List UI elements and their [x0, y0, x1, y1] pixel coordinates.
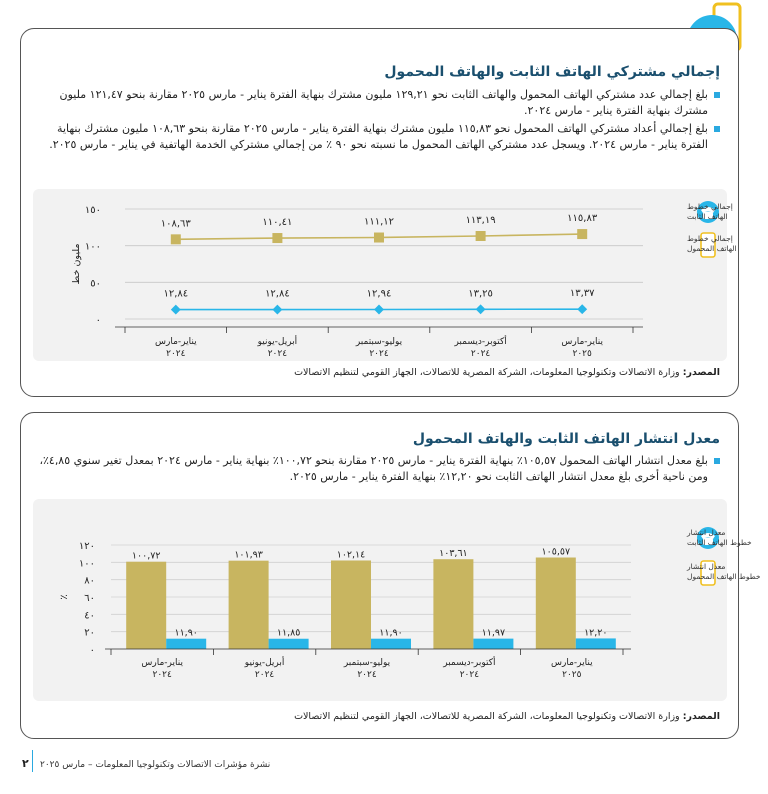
y-axis-label: مليون خط — [71, 243, 82, 285]
y-tick-label: ٠ — [89, 645, 95, 656]
x-tick-label: يناير-مارس — [155, 337, 197, 347]
x-tick-year: ٢٠٢٤ — [166, 349, 186, 359]
line-chart-panel — [33, 189, 737, 361]
data-label: ١٣,٣٧ — [569, 288, 595, 300]
data-label: ١٠٥,٥٧ — [541, 546, 571, 558]
source-text: وزارة الاتصالات وتكنولوجيا المعلومات، الشركة المصرية للاتصالات، الجهاز القومي لتنظيم الاتصالات — [294, 711, 680, 722]
y-tick-label: ٠ — [95, 315, 101, 326]
legend-line: إجمالي خطوط — [687, 234, 733, 243]
x-tick-label: أبريل-يونيو — [257, 337, 298, 347]
y-tick-label: ٥٠ — [90, 278, 101, 290]
bar — [576, 638, 616, 649]
data-label: ١٢,٨٤ — [265, 288, 290, 300]
x-tick-year: ٢٠٢٤ — [369, 349, 389, 359]
data-label: ١٠٣,٦١ — [439, 548, 468, 560]
data-label: ١٢,٢٠ — [584, 627, 608, 639]
x-tick-label: يناير-مارس — [141, 658, 183, 668]
bullet-item: بلغ معدل انتشار الهاتف المحمول ١٠٥,٥٧٪ بنهاية الفترة يناير - مارس ٢٠٢٥ مقارنة بنحو ١٠٠,٧٢٪ بنهاية يناير - مارس ٢٠٢٤ بمعدل تغير سنوي ٤,٨٥٪، ومن ناحية أخرى بلغ معدل انتشار الهاتف الثابت نحو ١٢,٢٠٪ بنهاية الفترة يناير - مارس ٢٠٢٥. — [31, 453, 720, 484]
bar — [269, 639, 309, 649]
data-point — [272, 233, 282, 243]
data-point — [476, 231, 486, 241]
y-tick-label: ١٥٠ — [84, 205, 101, 216]
y-tick-label: ٦٠ — [84, 593, 95, 604]
subscribers-card — [20, 28, 739, 397]
data-label: ١٠٨,٦٣ — [160, 218, 191, 230]
penetration-card — [20, 412, 761, 739]
data-label: ١١,٩٠ — [379, 627, 403, 639]
data-point — [272, 305, 282, 315]
bullet-list — [31, 453, 720, 487]
section-title: معدل انتشار الهاتف الثابت والهاتف المحمول — [412, 431, 720, 447]
x-tick-label: يناير-مارس — [551, 658, 593, 668]
source-text: وزارة الاتصالات وتكنولوجيا المعلومات، الشركة المصرية للاتصالات، الجهاز القومي لتنظيم الاتصالات — [294, 367, 680, 378]
bar — [433, 559, 473, 649]
bullet-item: بلغ إجمالي عدد مشتركي الهاتف المحمول والهاتف الثابت نحو ١٢٩,٢١ مليون مشترك بنهاية الفترة يناير - مارس ٢٠٢٥ مقارنة بنحو ١٢١,٤٧ مليون مشترك بنهاية الفترة يناير - مارس ٢٠٢٤. — [31, 87, 720, 118]
y-tick-label: ١٠٠ — [78, 558, 95, 570]
x-tick-label: أكتوبر-ديسمبر — [443, 658, 496, 668]
x-tick-year: ٢٠٢٥ — [572, 349, 592, 359]
x-tick-label: يوليو-سبتمبر — [355, 337, 403, 347]
legend-line: خطوط الهاتف الثابت — [687, 538, 752, 547]
y-tick-label: ٢٠ — [84, 627, 95, 639]
bar — [536, 558, 576, 649]
subscribers-line-chart — [33, 189, 737, 361]
bullet-item: بلغ إجمالي أعداد مشتركي الهاتف المحمول نحو ١١٥,٨٣ مليون مشترك بنهاية الفترة يناير - مارس ٢٠٢٥ مقارنة بنحو ١٠٨,٦٣ مليون مشترك بنهاية الفترة يناير - مارس ٢٠٢٤. ويسجل عدد مشتركي الهاتف المحمول ما نسبته نحو ٩٠ ٪ من إجمالي مشتركي الخدمة الهاتفية في يناير - مارس ٢٠٢٥. — [31, 121, 720, 152]
legend-line: معدل انتشار — [687, 528, 726, 537]
bar — [229, 561, 269, 649]
bar — [166, 639, 206, 649]
source-note — [294, 367, 720, 378]
footer-divider — [32, 750, 33, 772]
data-point — [577, 304, 587, 314]
data-label: ١٣,٢٥ — [468, 288, 493, 300]
data-label: ١١٥,٨٣ — [567, 213, 598, 225]
legend-line: الهاتف الثابت — [687, 212, 728, 221]
legend-entry — [687, 202, 733, 221]
bar — [473, 639, 513, 649]
x-tick-label: أبريل-يونيو — [244, 658, 285, 668]
bar — [331, 560, 371, 649]
y-axis-label: ٪ — [59, 594, 70, 600]
y-tick-label: ١٢٠ — [78, 541, 95, 552]
y-tick-label: ٤٠ — [84, 610, 95, 622]
x-tick-year: ٢٠٢٤ — [254, 670, 275, 680]
x-tick-year: ٢٠٢٤ — [152, 670, 172, 680]
legend-line: إجمالي خطوط — [687, 202, 733, 211]
data-label: ١١٣,١٩ — [465, 214, 496, 226]
data-point — [374, 233, 384, 243]
x-tick-label: يناير-مارس — [561, 337, 603, 347]
data-label: ١١,٩٧ — [481, 627, 506, 639]
data-label: ١٠١,٩٣ — [234, 549, 263, 561]
bar — [126, 562, 166, 649]
section-title: إجمالي مشتركي الهاتف الثابت والهاتف المحمول — [384, 64, 720, 80]
x-tick-year: ٢٠٢٤ — [357, 670, 377, 680]
x-tick-year: ٢٠٢٤ — [459, 670, 480, 680]
data-label: ١٢,٨٤ — [163, 288, 189, 300]
legend-entry — [687, 234, 737, 253]
y-tick-label: ١٠٠ — [84, 241, 101, 253]
legend-entry — [686, 528, 752, 547]
data-point — [374, 305, 384, 315]
y-tick-label: ٨٠ — [84, 575, 95, 587]
x-tick-label: أكتوبر-ديسمبر — [454, 337, 507, 347]
data-label: ١١٠,٤١ — [262, 217, 293, 229]
data-label: ١١,٨٥ — [276, 627, 301, 639]
legend-line: معدل انتشار — [687, 562, 726, 571]
bullet-list — [31, 87, 720, 155]
data-point — [577, 229, 587, 239]
footer-text: نشرة مؤشرات الاتصالات وتكنولوجيا المعلومات – مارس ٢٠٢٥ — [40, 760, 271, 770]
penetration-bar-chart — [33, 499, 761, 701]
x-tick-year: ٢٠٢٤ — [267, 349, 288, 359]
data-label: ١١١,١٢ — [363, 216, 395, 228]
data-label: ١٠٢,١٤ — [336, 549, 366, 561]
data-point — [171, 234, 181, 244]
bar-chart-panel — [33, 499, 761, 701]
data-point — [171, 305, 181, 315]
x-tick-year: ٢٠٢٥ — [562, 670, 582, 680]
data-label: ١١,٩٠ — [174, 627, 198, 639]
source-note — [294, 711, 720, 722]
bar — [371, 639, 411, 649]
legend-line: الهاتف المحمول — [687, 244, 737, 253]
x-tick-label: يوليو-سبتمبر — [343, 658, 391, 668]
page-number: ٢ — [22, 757, 29, 770]
data-point — [476, 304, 486, 314]
data-label: ١٢,٩٤ — [366, 288, 392, 300]
x-tick-year: ٢٠٢٤ — [470, 349, 491, 359]
legend-line: خطوط الهاتف المحمول — [687, 572, 761, 581]
source-label: المصدر: — [682, 711, 720, 722]
legend-entry — [686, 562, 761, 581]
data-label: ١٠٠,٧٢ — [131, 550, 161, 562]
source-label: المصدر: — [682, 367, 720, 378]
